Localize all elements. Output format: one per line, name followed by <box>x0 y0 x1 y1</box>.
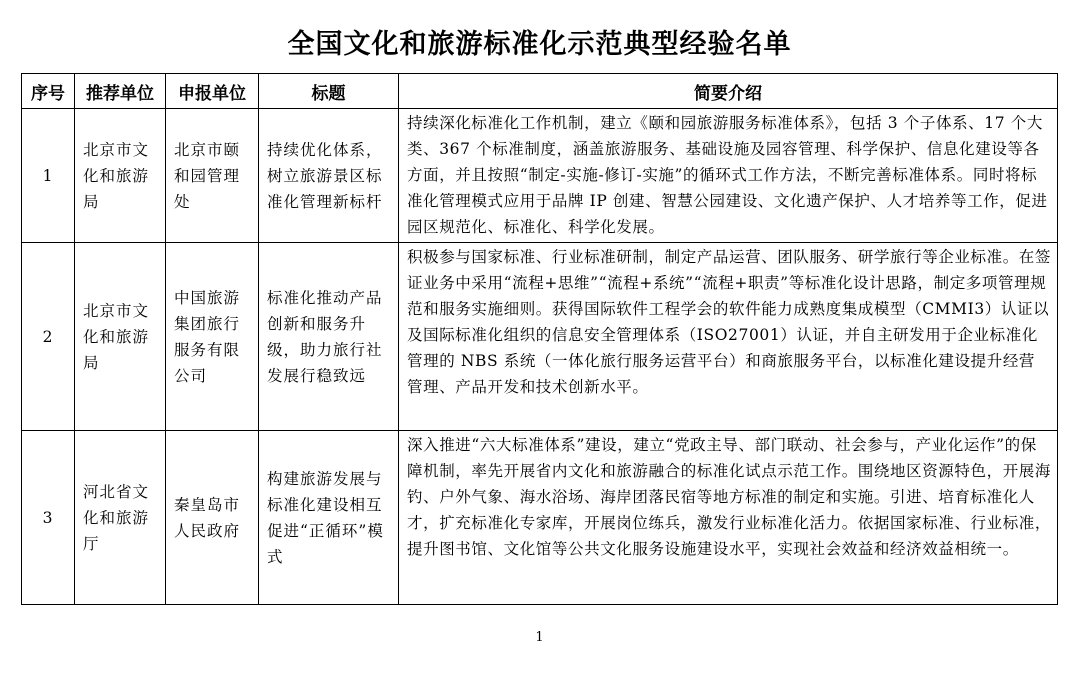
row-recommender: 北京市文化和旅游局 <box>75 243 166 431</box>
header-serial: 序号 <box>22 74 75 109</box>
row-serial: 1 <box>22 109 75 243</box>
demonstration-list-table <box>21 73 1058 605</box>
table-row <box>22 431 1058 605</box>
row-heading: 标准化推动产品创新和服务升级，助力旅行社发展行稳致远 <box>259 243 399 431</box>
row-intro: 深入推进“六大标准体系”建设，建立“党政主导、部门联动、社会参与，产业化运作”的保障机制，率先开展省内文化和旅游融合的标准化试点示范工作。围绕地区资源特色，开展海钓、户外气象、海水浴场、海岸团落民宿等地方标准的制定和实施。引进、培育标准化人才，扩充标准化专家库，开展岗位练兵，激发行业标准化活力。依据国家标准、行业标准，提升图书馆、文化馆等公共文化服务设施建设水平，实现社会效益和经济效益相统一。 <box>399 431 1058 605</box>
table-row <box>22 109 1058 243</box>
page-number: 1 <box>535 630 544 645</box>
header-recommender: 推荐单位 <box>75 74 166 109</box>
row-applicant: 中国旅游集团旅行服务有限公司 <box>166 243 259 431</box>
row-heading: 构建旅游发展与标准化建设相互促进“正循环”模式 <box>259 431 399 605</box>
row-serial: 2 <box>22 243 75 431</box>
row-recommender: 河北省文化和旅游厅 <box>75 431 166 605</box>
header-applicant: 申报单位 <box>166 74 259 109</box>
row-intro: 积极参与国家标准、行业标准研制，制定产品运营、团队服务、研学旅行等企业标准。在签证业务中采用“流程+思维”“流程+系统”“流程+职责”等标准化设计思路，制定多项管理规范和服务实施细则。获得国际软件工程学会的软件能力成熟度集成模型（CMMI3）认证以及国际标准化组织的信息安全管理体系（ISO27001）认证，并自主研发用于企业标准化管理的 NBS 系统（一体化旅行服务运营平台）和商旅服务平台，以标准化建设提升经营管理、产品开发和技术创新水平。 <box>399 243 1058 431</box>
header-intro: 简要介绍 <box>399 74 1058 109</box>
row-intro: 持续深化标准化工作机制，建立《颐和园旅游服务标准体系》，包括 3 个子体系、17 个大类、367 个标准制度，涵盖旅游服务、基础设施及园容管理、科学保护、信息化建设等各方面，并且按照“制定-实施-修订-实施”的循环式工作方法，不断完善标准体系。同时将标准化管理模式应用于品牌 IP 创建、智慧公园建设、文化遗产保护、人才培养等工作，促进园区规范化、标准化、科学化发展。 <box>399 109 1058 243</box>
table-row <box>22 243 1058 431</box>
row-heading: 持续优化体系，树立旅游景区标准化管理新标杆 <box>259 109 399 243</box>
row-applicant: 秦皇岛市人民政府 <box>166 431 259 605</box>
row-serial: 3 <box>22 431 75 605</box>
document-title: 全国文化和旅游标准化示范典型经验名单 <box>287 29 792 60</box>
table-header-row <box>22 74 1058 109</box>
header-heading: 标题 <box>259 74 399 109</box>
row-recommender: 北京市文化和旅游局 <box>75 109 166 243</box>
row-applicant: 北京市颐和园管理处 <box>166 109 259 243</box>
